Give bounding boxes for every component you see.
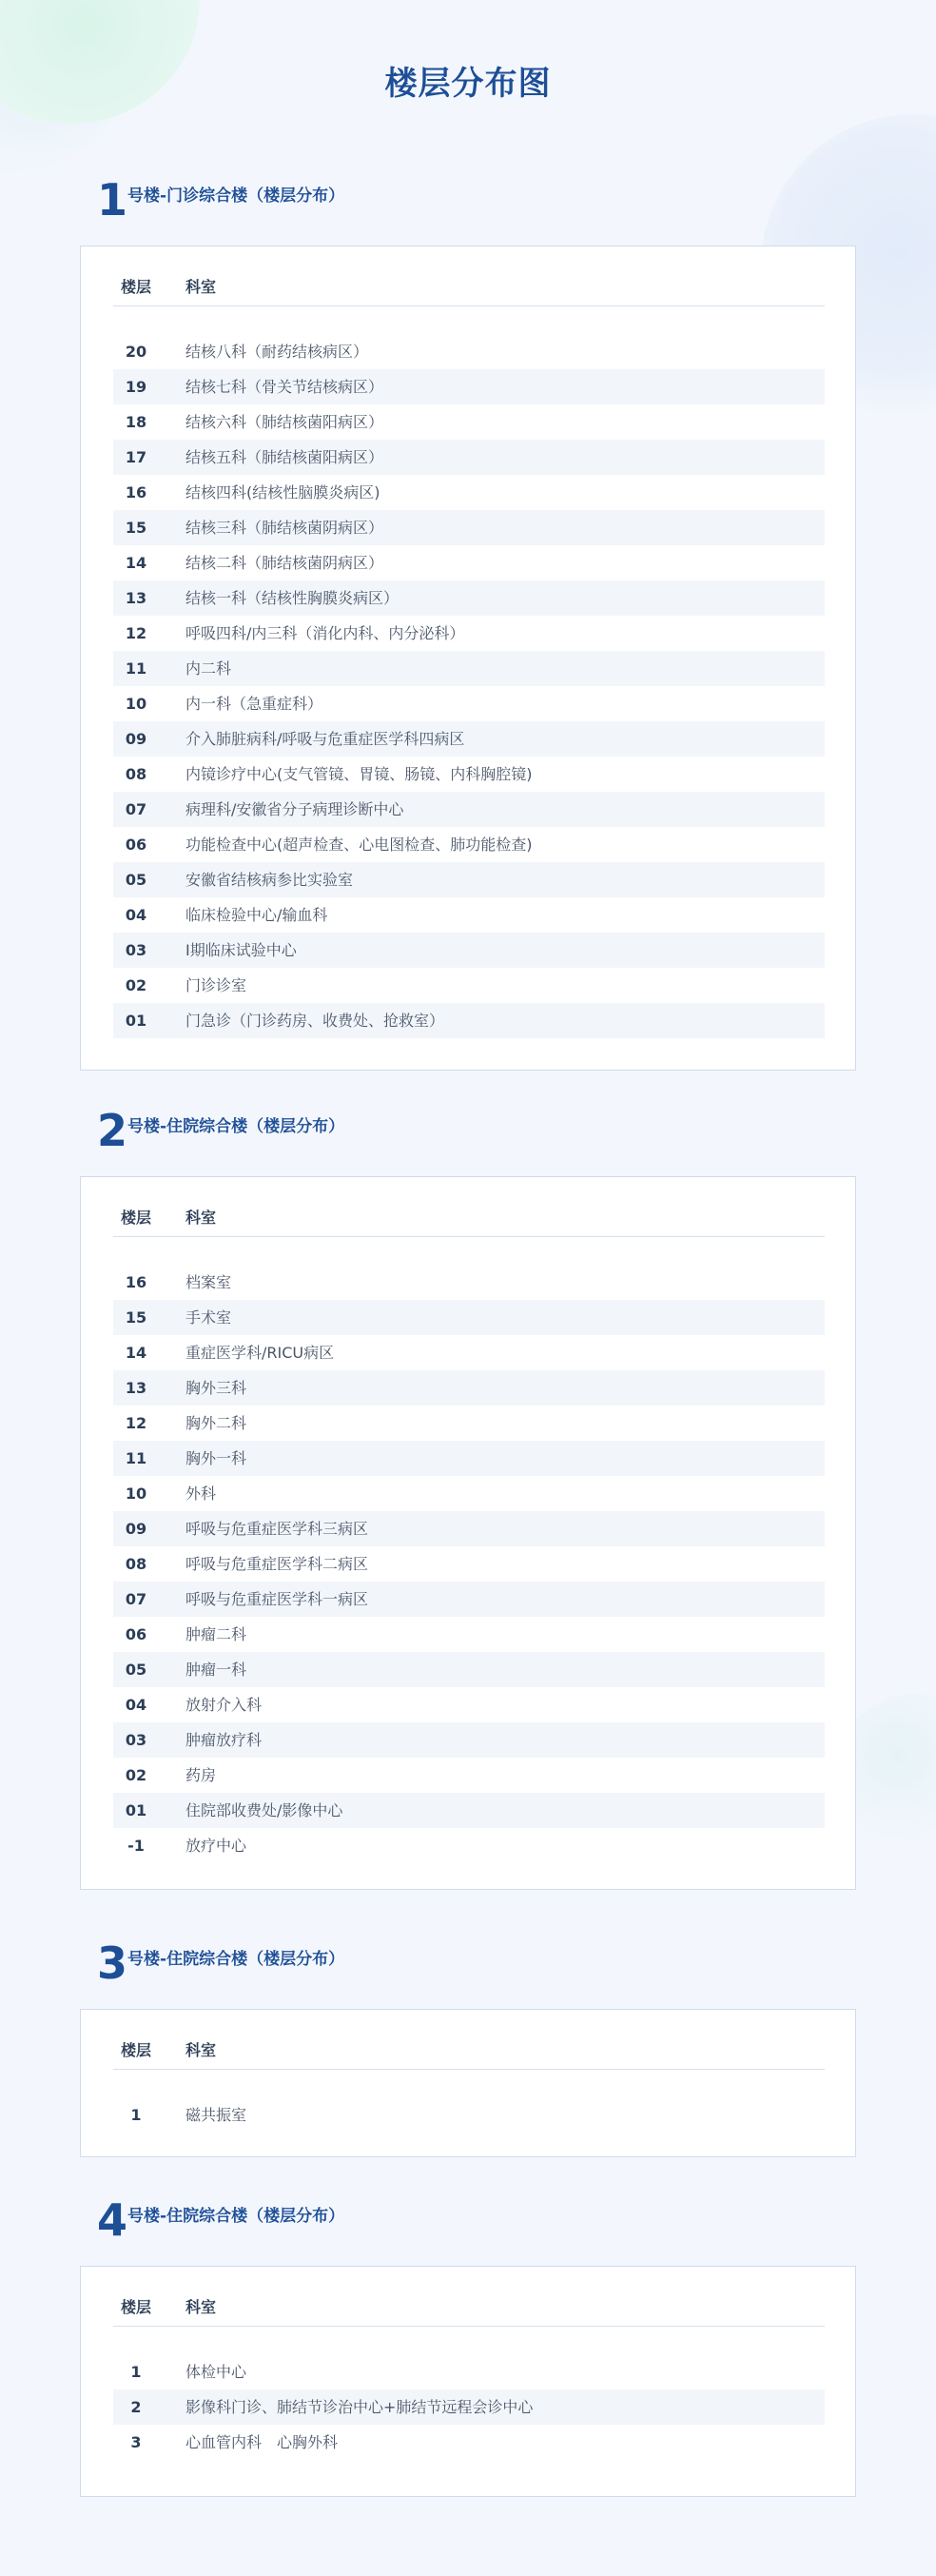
floor-number: 11 bbox=[125, 1449, 147, 1467]
floor-number: 05 bbox=[125, 871, 147, 889]
floor-column-header: 楼层 bbox=[121, 278, 152, 296]
table-row bbox=[113, 1793, 825, 1828]
floor-number: 3 bbox=[130, 2433, 142, 2451]
floor-column-header: 楼层 bbox=[121, 2041, 152, 2059]
floor-number: 20 bbox=[125, 343, 147, 361]
department-name: 安徽省结核病参比实验室 bbox=[185, 871, 354, 889]
building-number: 3 bbox=[97, 1937, 128, 1989]
table-row bbox=[113, 1687, 825, 1722]
department-name: 住院部收费处/影像中心 bbox=[185, 1801, 343, 1819]
department-name: 肿瘤二科 bbox=[185, 1625, 247, 1643]
table-header bbox=[113, 267, 825, 306]
table-row bbox=[113, 827, 825, 862]
department-name: 内一科（急重症科） bbox=[185, 695, 323, 713]
table-row bbox=[113, 1722, 825, 1758]
department-name: 影像科门诊、肺结节诊治中心+肺结节远程会诊中心 bbox=[185, 2398, 534, 2416]
table-row bbox=[113, 862, 825, 897]
floor-number: 16 bbox=[125, 483, 147, 501]
department-name: 呼吸与危重症医学科二病区 bbox=[185, 1555, 369, 1573]
table-row bbox=[113, 2389, 825, 2425]
table-row bbox=[113, 1546, 825, 1582]
floor-table-card bbox=[80, 1176, 856, 1890]
table-row bbox=[113, 1582, 825, 1617]
department-name: 肿瘤一科 bbox=[185, 1661, 247, 1679]
table-row bbox=[113, 1617, 825, 1652]
department-name: 结核二科（肺结核菌阴病区） bbox=[185, 554, 384, 572]
department-name: 胸外一科 bbox=[185, 1449, 247, 1467]
floor-number: 1 bbox=[130, 2106, 142, 2124]
department-name: 外科 bbox=[185, 1485, 217, 1503]
department-name: 胸外二科 bbox=[185, 1414, 247, 1432]
department-column-header: 科室 bbox=[185, 2041, 217, 2059]
floor-number: 14 bbox=[125, 1344, 147, 1362]
table-row bbox=[113, 1335, 825, 1370]
department-column-header: 科室 bbox=[185, 278, 217, 296]
section-title bbox=[97, 1102, 344, 1159]
department-name: 结核四科(结核性脑膜炎病区) bbox=[185, 483, 380, 501]
department-name: 胸外三科 bbox=[185, 1379, 247, 1397]
floor-number: 07 bbox=[125, 800, 147, 818]
department-name: 内二科 bbox=[185, 659, 232, 678]
table-row bbox=[113, 1652, 825, 1687]
section-title bbox=[97, 171, 344, 228]
page-title: 楼层分布图 bbox=[384, 65, 552, 103]
table-row bbox=[113, 440, 825, 475]
floor-number: 13 bbox=[125, 1379, 147, 1397]
building-title: 号楼-住院综合楼（楼层分布） bbox=[127, 1950, 345, 1969]
table-row bbox=[113, 2425, 825, 2460]
table-row bbox=[113, 334, 825, 369]
table-row bbox=[113, 1828, 825, 1863]
floor-number: -1 bbox=[127, 1837, 145, 1855]
table-row bbox=[113, 651, 825, 686]
floor-number: 01 bbox=[125, 1801, 147, 1819]
floor-number: 17 bbox=[125, 448, 147, 466]
department-column-header: 科室 bbox=[185, 1209, 217, 1227]
floor-rows bbox=[113, 334, 825, 1038]
table-row bbox=[113, 1441, 825, 1476]
department-name: 临床检验中心/输血科 bbox=[185, 906, 328, 924]
floor-table-card bbox=[80, 2266, 856, 2497]
floor-number: 05 bbox=[125, 1661, 147, 1679]
floor-number: 2 bbox=[130, 2398, 142, 2416]
department-name: 结核八科（耐药结核病区） bbox=[185, 343, 369, 361]
floor-number: 06 bbox=[125, 836, 147, 854]
department-name: 档案室 bbox=[185, 1273, 232, 1291]
building-number: 4 bbox=[97, 2194, 128, 2246]
floor-table-card bbox=[80, 2009, 856, 2157]
floor-number: 14 bbox=[125, 554, 147, 572]
table-row bbox=[113, 1370, 825, 1406]
floor-rows bbox=[113, 1265, 825, 1863]
floor-number: 03 bbox=[125, 1731, 147, 1749]
table-row bbox=[113, 792, 825, 827]
table-row bbox=[113, 1406, 825, 1441]
department-column-header: 科室 bbox=[185, 2298, 217, 2316]
department-name: 介入肺脏病科/呼吸与危重症医学科四病区 bbox=[185, 730, 465, 748]
department-name: 呼吸与危重症医学科一病区 bbox=[185, 1590, 369, 1608]
floor-number: 15 bbox=[125, 519, 147, 537]
table-row bbox=[113, 2097, 825, 2133]
table-row bbox=[113, 757, 825, 792]
floor-rows bbox=[113, 2097, 825, 2133]
department-name: 手术室 bbox=[185, 1308, 232, 1327]
floor-number: 18 bbox=[125, 413, 147, 431]
floor-rows bbox=[113, 2354, 825, 2460]
floor-number: 13 bbox=[125, 589, 147, 607]
floor-number: 16 bbox=[125, 1273, 147, 1291]
table-row bbox=[113, 1758, 825, 1793]
department-name: 结核一科（结核性胸膜炎病区） bbox=[185, 589, 400, 607]
floor-number: 04 bbox=[125, 906, 147, 924]
floor-number: 08 bbox=[125, 1555, 147, 1573]
table-row bbox=[113, 968, 825, 1003]
floor-number: 11 bbox=[125, 659, 147, 678]
table-header bbox=[113, 1198, 825, 1237]
floor-column-header: 楼层 bbox=[121, 1209, 152, 1227]
table-row bbox=[113, 545, 825, 580]
section-title bbox=[97, 2192, 344, 2249]
floor-number: 03 bbox=[125, 941, 147, 959]
table-row bbox=[113, 510, 825, 545]
table-row bbox=[113, 721, 825, 757]
floor-number: 02 bbox=[125, 1766, 147, 1784]
table-row bbox=[113, 1476, 825, 1511]
floor-column-header: 楼层 bbox=[121, 2298, 152, 2316]
department-name: 体检中心 bbox=[185, 2363, 247, 2381]
table-row bbox=[113, 616, 825, 651]
floor-number: 12 bbox=[125, 624, 147, 642]
floor-number: 02 bbox=[125, 976, 147, 994]
department-name: 功能检查中心(超声检查、心电图检查、肺功能检查) bbox=[185, 836, 533, 854]
department-name: 心血管内科 心胸外科 bbox=[185, 2433, 339, 2451]
department-name: 内镜诊疗中心(支气管镜、胃镜、肠镜、内科胸腔镜) bbox=[185, 765, 533, 783]
department-name: 放疗中心 bbox=[185, 1837, 247, 1855]
section-title bbox=[97, 1935, 344, 1992]
building-number: 1 bbox=[97, 174, 128, 226]
floor-number: 06 bbox=[125, 1625, 147, 1643]
table-row bbox=[113, 933, 825, 968]
department-name: 重症医学科/RICU病区 bbox=[185, 1344, 335, 1362]
department-name: 药房 bbox=[185, 1766, 217, 1784]
department-name: 结核五科（肺结核菌阳病区） bbox=[185, 448, 384, 466]
department-name: 结核三科（肺结核菌阴病区） bbox=[185, 519, 384, 537]
floor-number: 10 bbox=[125, 695, 147, 713]
floor-number: 08 bbox=[125, 765, 147, 783]
floor-number: 07 bbox=[125, 1590, 147, 1608]
floor-number: 09 bbox=[125, 730, 147, 748]
department-name: 结核六科（肺结核菌阳病区） bbox=[185, 413, 384, 431]
building-title: 号楼-住院综合楼（楼层分布） bbox=[127, 1117, 345, 1136]
floor-table-card bbox=[80, 246, 856, 1071]
department-name: 门诊诊室 bbox=[185, 976, 247, 994]
table-row bbox=[113, 475, 825, 510]
department-name: 呼吸与危重症医学科三病区 bbox=[185, 1520, 369, 1538]
department-name: I期临床试验中心 bbox=[185, 941, 297, 959]
table-row bbox=[113, 580, 825, 616]
floor-number: 09 bbox=[125, 1520, 147, 1538]
floor-number: 1 bbox=[130, 2363, 142, 2381]
table-row bbox=[113, 369, 825, 404]
table-header bbox=[113, 2288, 825, 2327]
building-title: 号楼-门诊综合楼（楼层分布） bbox=[127, 187, 345, 206]
department-name: 肿瘤放疗科 bbox=[185, 1731, 263, 1749]
floor-number: 19 bbox=[125, 378, 147, 396]
table-row bbox=[113, 897, 825, 933]
table-row bbox=[113, 1300, 825, 1335]
building-title: 号楼-住院综合楼（楼层分布） bbox=[127, 2207, 345, 2226]
table-row bbox=[113, 404, 825, 440]
floor-number: 10 bbox=[125, 1485, 147, 1503]
floor-number: 04 bbox=[125, 1696, 147, 1714]
floor-number: 15 bbox=[125, 1308, 147, 1327]
table-row bbox=[113, 2354, 825, 2389]
department-name: 门急诊（门诊药房、收费处、抢救室） bbox=[185, 1012, 445, 1030]
floor-number: 01 bbox=[125, 1012, 147, 1030]
department-name: 磁共振室 bbox=[185, 2106, 247, 2124]
table-row bbox=[113, 1003, 825, 1038]
table-row bbox=[113, 1511, 825, 1546]
table-header bbox=[113, 2031, 825, 2070]
table-row bbox=[113, 686, 825, 721]
department-name: 结核七科（骨关节结核病区） bbox=[185, 378, 384, 396]
department-name: 呼吸四科/内三科（消化内科、内分泌科） bbox=[185, 624, 465, 642]
floor-number: 12 bbox=[125, 1414, 147, 1432]
table-row bbox=[113, 1265, 825, 1300]
department-name: 放射介入科 bbox=[185, 1696, 263, 1714]
building-number: 2 bbox=[97, 1105, 128, 1156]
department-name: 病理科/安徽省分子病理诊断中心 bbox=[185, 800, 404, 818]
